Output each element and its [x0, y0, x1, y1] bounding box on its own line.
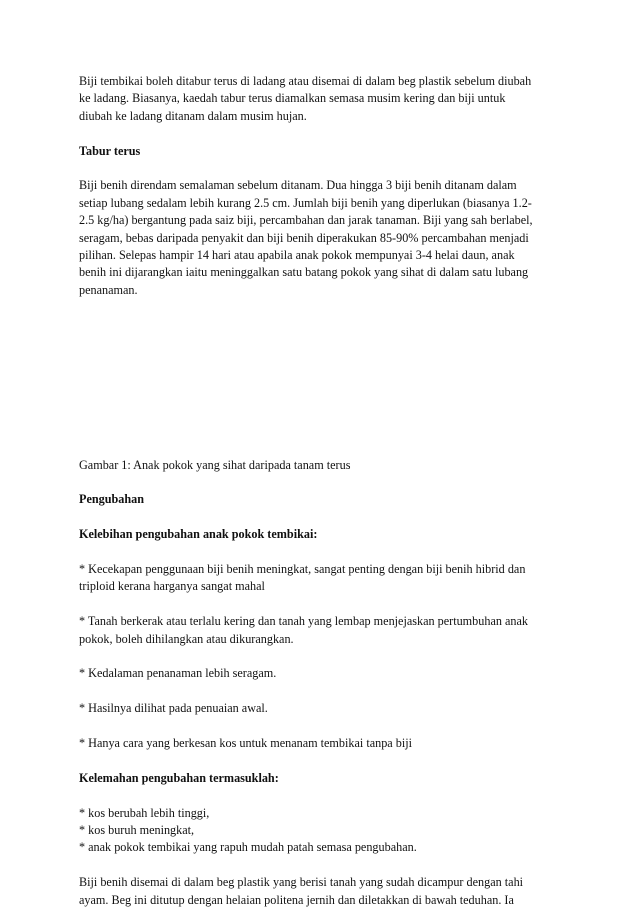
- text-line: setiap lubang sedalam lebih kurang 2.5 cm. Jumlah biji benih yang diperlukan (biasanya 1.2-: [79, 195, 532, 210]
- heading-kelemahan: Kelemahan pengubahan termasuklah:: [79, 770, 279, 785]
- kelemahan-list: [79, 805, 564, 857]
- list-item: * kos buruh meningkat,: [79, 823, 195, 838]
- text-line: pokok, boleh dihilangkan atau dikurangkan.: [79, 631, 294, 646]
- text-line: Biji benih disemai di dalam beg plastik yang berisi tanah yang sudah dicampur dengan tahi: [79, 875, 524, 890]
- text-line: benih ini dijarangkan iaitu meninggalkan satu batang pokok yang sihat di dalam satu lubang: [79, 265, 529, 280]
- kelebihan-item: [79, 665, 564, 682]
- figure-placeholder: [79, 317, 564, 457]
- final-paragraph: [79, 874, 564, 909]
- text-line: Biji tembikai boleh ditabur terus di ladang atau disemai di dalam beg plastik sebelum diubah: [79, 74, 532, 88]
- kelebihan-item: [79, 735, 564, 752]
- text-line: * Kecekapan penggunaan biji benih meningkat, sangat penting dengan biji benih hibrid dan: [79, 562, 526, 577]
- list-item: * kos berubah lebih tinggi,: [79, 805, 210, 820]
- text-line: seragam, bebas daripada penyakit dan biji benih diperakukan 85-90% percambahan menjadi: [79, 230, 529, 245]
- heading-kelebihan: Kelebihan pengubahan anak pokok tembikai:: [79, 527, 318, 542]
- text-line: * Hasilnya dilihat pada penuaian awal.: [79, 701, 268, 716]
- text-line: * Kedalaman penanaman lebih seragam.: [79, 666, 277, 681]
- text-line: * Tanah berkerak atau terlalu kering dan tanah yang lembap menjejaskan pertumbuhan anak: [79, 614, 529, 629]
- list-item: * anak pokok tembikai yang rapuh mudah patah semasa pengubahan.: [79, 840, 417, 855]
- text-line: Biji benih direndam semalaman sebelum ditanam. Dua hingga 3 biji benih ditanam dalam: [79, 178, 517, 193]
- kelebihan-item: [79, 561, 564, 596]
- text-line: ke ladang. Biasanya, kaedah tabur terus diamalkan semasa musim kering dan biji untuk: [79, 91, 506, 106]
- text-line: * Hanya cara yang berkesan kos untuk menanam tembikai tanpa biji: [79, 736, 413, 751]
- text-line: ayam. Beg ini ditutup dengan helaian politena jernih dan diletakkan di bawah teduhan. Ia: [79, 892, 514, 907]
- kelebihan-item: [79, 613, 564, 648]
- intro-paragraph: [79, 73, 564, 125]
- heading-pengubahan: Pengubahan: [79, 492, 145, 507]
- text-line: 2.5 kg/ha) bergantung pada saiz biji, percambahan dan jarak tanaman. Biji yang sah berlabel,: [79, 213, 533, 228]
- text-line: triploid kerana harganya sangat mahal: [79, 579, 265, 594]
- text-line: penanaman.: [79, 282, 138, 297]
- text-line: pilihan. Selepas hampir 14 hari atau apabila anak pokok mempunyai 3-4 helai daun, anak: [79, 248, 515, 263]
- document-content: [79, 73, 564, 909]
- heading-tabur-terus: Tabur terus: [79, 143, 141, 158]
- text-line: diubah ke ladang ditanam dalam musim hujan.: [79, 108, 307, 123]
- figure-caption: Gambar 1: Anak pokok yang sihat daripada tanam terus: [79, 457, 351, 472]
- kelebihan-item: [79, 700, 564, 717]
- tabur-terus-paragraph: [79, 177, 564, 299]
